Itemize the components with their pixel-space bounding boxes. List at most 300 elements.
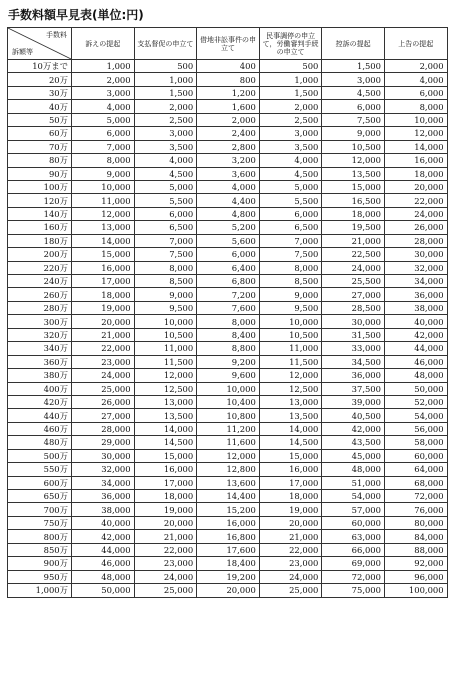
leasehold-fee-cell: 16,000 [197,516,260,529]
amount-cell: 280万 [8,301,72,314]
leasehold-fee-cell: 1,200 [197,86,260,99]
amount-cell: 480万 [8,436,72,449]
leasehold-fee-cell: 2,800 [197,140,260,153]
table-row [8,570,448,583]
table-row [8,543,448,556]
final-appeal-fee-cell: 38,000 [384,301,447,314]
leasehold-fee-cell: 7,600 [197,301,260,314]
lawsuit-fee-cell: 25,000 [72,382,135,395]
appeal-fee-cell: 66,000 [322,543,385,556]
final-appeal-fee-cell: 30,000 [384,248,447,261]
payment-demand-fee-cell: 5,000 [134,180,197,193]
payment-demand-fee-cell: 21,000 [134,530,197,543]
appeal-fee-cell: 4,500 [322,86,385,99]
corner-header-cell [8,28,72,60]
appeal-fee-cell: 54,000 [322,490,385,503]
table-row [8,60,448,73]
leasehold-fee-cell: 11,600 [197,436,260,449]
lawsuit-fee-cell: 26,000 [72,395,135,408]
lawsuit-fee-cell: 12,000 [72,207,135,220]
table-row [8,382,448,395]
final-appeal-fee-cell: 52,000 [384,395,447,408]
conciliation-fee-cell: 3,000 [259,127,322,140]
conciliation-fee-cell: 4,500 [259,167,322,180]
conciliation-fee-cell: 8,500 [259,275,322,288]
leasehold-fee-cell: 5,600 [197,234,260,247]
conciliation-fee-cell: 16,000 [259,463,322,476]
conciliation-fee-cell: 5,500 [259,194,322,207]
leasehold-fee-cell: 400 [197,60,260,73]
conciliation-fee-cell: 10,000 [259,315,322,328]
payment-demand-fee-cell: 7,500 [134,248,197,261]
payment-demand-fee-cell: 11,500 [134,355,197,368]
amount-cell: 20万 [8,73,72,86]
appeal-fee-cell: 19,500 [322,221,385,234]
payment-demand-fee-cell: 13,000 [134,395,197,408]
lawsuit-fee-cell: 36,000 [72,490,135,503]
table-row [8,73,448,86]
conciliation-fee-cell: 11,000 [259,342,322,355]
fee-table [7,27,448,598]
lawsuit-fee-cell: 13,000 [72,221,135,234]
leasehold-fee-cell: 11,200 [197,422,260,435]
final-appeal-fee-cell: 26,000 [384,221,447,234]
payment-demand-fee-cell: 4,000 [134,154,197,167]
conciliation-fee-cell: 10,500 [259,328,322,341]
appeal-fee-cell: 45,000 [322,449,385,462]
lawsuit-fee-cell: 32,000 [72,463,135,476]
table-row [8,315,448,328]
amount-cell: 200万 [8,248,72,261]
conciliation-fee-cell: 9,000 [259,288,322,301]
leasehold-fee-cell: 12,800 [197,463,260,476]
appeal-fee-cell: 30,000 [322,315,385,328]
amount-cell: 120万 [8,194,72,207]
table-row [8,490,448,503]
table-row [8,221,448,234]
payment-demand-fee-cell: 13,500 [134,409,197,422]
lawsuit-fee-cell: 18,000 [72,288,135,301]
appeal-fee-cell: 15,000 [322,180,385,193]
leasehold-fee-cell: 4,000 [197,180,260,193]
table-row [8,234,448,247]
table-row [8,167,448,180]
payment-demand-fee-cell: 25,000 [134,584,197,597]
payment-demand-fee-cell: 8,000 [134,261,197,274]
final-appeal-fee-cell: 2,000 [384,60,447,73]
conciliation-fee-cell: 2,500 [259,113,322,126]
amount-cell: 460万 [8,422,72,435]
appeal-fee-cell: 72,000 [322,570,385,583]
payment-demand-fee-cell: 14,000 [134,422,197,435]
table-row [8,557,448,570]
leasehold-fee-cell: 2,400 [197,127,260,140]
conciliation-fee-cell: 13,500 [259,409,322,422]
appeal-fee-cell: 22,500 [322,248,385,261]
conciliation-fee-cell: 14,000 [259,422,322,435]
table-row [8,342,448,355]
payment-demand-fee-cell: 6,500 [134,221,197,234]
payment-demand-fee-cell: 16,000 [134,463,197,476]
table-row [8,113,448,126]
appeal-fee-cell: 48,000 [322,463,385,476]
final-appeal-fee-cell: 42,000 [384,328,447,341]
final-appeal-fee-cell: 34,000 [384,275,447,288]
appeal-fee-cell: 21,000 [322,234,385,247]
conciliation-fee-cell: 24,000 [259,570,322,583]
amount-cell: 160万 [8,221,72,234]
leasehold-fee-cell: 15,200 [197,503,260,516]
table-row [8,140,448,153]
leasehold-fee-cell: 17,600 [197,543,260,556]
leasehold-fee-cell: 20,000 [197,584,260,597]
lawsuit-fee-cell: 30,000 [72,449,135,462]
amount-cell: 70万 [8,140,72,153]
lawsuit-fee-cell: 29,000 [72,436,135,449]
amount-cell: 700万 [8,503,72,516]
amount-cell: 1,000万 [8,584,72,597]
final-appeal-fee-cell: 54,000 [384,409,447,422]
lawsuit-fee-cell: 28,000 [72,422,135,435]
lawsuit-fee-cell: 11,000 [72,194,135,207]
table-row [8,503,448,516]
amount-cell: 400万 [8,382,72,395]
conciliation-fee-cell: 3,500 [259,140,322,153]
conciliation-fee-cell: 13,000 [259,395,322,408]
final-appeal-fee-cell: 76,000 [384,503,447,516]
appeal-fee-cell: 37,500 [322,382,385,395]
amount-cell: 500万 [8,449,72,462]
final-appeal-fee-cell: 64,000 [384,463,447,476]
final-appeal-fee-cell: 4,000 [384,73,447,86]
table-row [8,328,448,341]
payment-demand-fee-cell: 14,500 [134,436,197,449]
lawsuit-fee-cell: 38,000 [72,503,135,516]
table-row [8,463,448,476]
conciliation-fee-cell: 11,500 [259,355,322,368]
amount-cell: 420万 [8,395,72,408]
conciliation-fee-cell: 1,500 [259,86,322,99]
final-appeal-fee-cell: 96,000 [384,570,447,583]
conciliation-fee-cell: 8,000 [259,261,322,274]
payment-demand-fee-cell: 500 [134,60,197,73]
appeal-fee-cell: 1,500 [322,60,385,73]
appeal-fee-cell: 60,000 [322,516,385,529]
final-appeal-fee-cell: 84,000 [384,530,447,543]
lawsuit-fee-cell: 3,000 [72,86,135,99]
lawsuit-fee-cell: 10,000 [72,180,135,193]
table-row [8,449,448,462]
table-body [8,60,448,598]
final-appeal-fee-cell: 40,000 [384,315,447,328]
leasehold-fee-cell: 7,200 [197,288,260,301]
leasehold-fee-cell: 18,400 [197,557,260,570]
amount-cell: 320万 [8,328,72,341]
appeal-fee-cell: 31,500 [322,328,385,341]
leasehold-fee-cell: 1,600 [197,100,260,113]
payment-demand-fee-cell: 18,000 [134,490,197,503]
final-appeal-fee-cell: 44,000 [384,342,447,355]
leasehold-fee-cell: 6,800 [197,275,260,288]
final-appeal-fee-cell: 60,000 [384,449,447,462]
lawsuit-fee-cell: 20,000 [72,315,135,328]
payment-demand-fee-cell: 12,500 [134,382,197,395]
lawsuit-fee-cell: 24,000 [72,369,135,382]
conciliation-fee-cell: 23,000 [259,557,322,570]
leasehold-fee-cell: 3,200 [197,154,260,167]
conciliation-fee-cell: 22,000 [259,543,322,556]
final-appeal-fee-cell: 18,000 [384,167,447,180]
table-row [8,100,448,113]
appeal-fee-cell: 75,000 [322,584,385,597]
lawsuit-fee-cell: 40,000 [72,516,135,529]
lawsuit-fee-cell: 42,000 [72,530,135,543]
final-appeal-fee-cell: 6,000 [384,86,447,99]
lawsuit-fee-cell: 17,000 [72,275,135,288]
amount-cell: 30万 [8,86,72,99]
leasehold-fee-cell: 8,400 [197,328,260,341]
leasehold-fee-cell: 4,800 [197,207,260,220]
lawsuit-fee-cell: 23,000 [72,355,135,368]
final-appeal-fee-cell: 24,000 [384,207,447,220]
lawsuit-fee-cell: 19,000 [72,301,135,314]
final-appeal-fee-cell: 46,000 [384,355,447,368]
conciliation-fee-cell: 12,000 [259,369,322,382]
appeal-fee-cell: 7,500 [322,113,385,126]
amount-cell: 900万 [8,557,72,570]
appeal-fee-cell: 69,000 [322,557,385,570]
column-header-final-appeal: 上告の提起 [384,28,447,60]
table-row [8,409,448,422]
payment-demand-fee-cell: 8,500 [134,275,197,288]
payment-demand-fee-cell: 2,000 [134,100,197,113]
conciliation-fee-cell: 9,500 [259,301,322,314]
table-row [8,516,448,529]
final-appeal-fee-cell: 100,000 [384,584,447,597]
amount-cell: 240万 [8,275,72,288]
final-appeal-fee-cell: 14,000 [384,140,447,153]
conciliation-fee-cell: 5,000 [259,180,322,193]
amount-cell: 950万 [8,570,72,583]
final-appeal-fee-cell: 56,000 [384,422,447,435]
table-row [8,248,448,261]
table-row [8,301,448,314]
final-appeal-fee-cell: 80,000 [384,516,447,529]
lawsuit-fee-cell: 6,000 [72,127,135,140]
payment-demand-fee-cell: 10,000 [134,315,197,328]
appeal-fee-cell: 36,000 [322,369,385,382]
amount-cell: 650万 [8,490,72,503]
amount-cell: 220万 [8,261,72,274]
final-appeal-fee-cell: 16,000 [384,154,447,167]
amount-cell: 50万 [8,113,72,126]
appeal-fee-cell: 28,500 [322,301,385,314]
amount-cell: 600万 [8,476,72,489]
appeal-fee-cell: 18,000 [322,207,385,220]
payment-demand-fee-cell: 17,000 [134,476,197,489]
appeal-fee-cell: 25,500 [322,275,385,288]
leasehold-fee-cell: 2,000 [197,113,260,126]
appeal-fee-cell: 40,500 [322,409,385,422]
leasehold-fee-cell: 6,400 [197,261,260,274]
corner-label-amount: 訴額等 [12,48,33,56]
conciliation-fee-cell: 14,500 [259,436,322,449]
leasehold-fee-cell: 19,200 [197,570,260,583]
payment-demand-fee-cell: 22,000 [134,543,197,556]
table-row [8,288,448,301]
conciliation-fee-cell: 25,000 [259,584,322,597]
column-header-lawsuit: 訴えの提起 [72,28,135,60]
final-appeal-fee-cell: 72,000 [384,490,447,503]
table-row [8,86,448,99]
amount-cell: 550万 [8,463,72,476]
conciliation-fee-cell: 18,000 [259,490,322,503]
conciliation-fee-cell: 17,000 [259,476,322,489]
leasehold-fee-cell: 10,800 [197,409,260,422]
appeal-fee-cell: 12,000 [322,154,385,167]
leasehold-fee-cell: 9,600 [197,369,260,382]
table-row [8,436,448,449]
appeal-fee-cell: 3,000 [322,73,385,86]
leasehold-fee-cell: 8,800 [197,342,260,355]
lawsuit-fee-cell: 27,000 [72,409,135,422]
lawsuit-fee-cell: 8,000 [72,154,135,167]
conciliation-fee-cell: 19,000 [259,503,322,516]
final-appeal-fee-cell: 58,000 [384,436,447,449]
appeal-fee-cell: 24,000 [322,261,385,274]
amount-cell: 800万 [8,530,72,543]
column-header-leasehold: 借地非訟事件の申立て [197,28,260,60]
conciliation-fee-cell: 15,000 [259,449,322,462]
final-appeal-fee-cell: 68,000 [384,476,447,489]
lawsuit-fee-cell: 15,000 [72,248,135,261]
payment-demand-fee-cell: 11,000 [134,342,197,355]
table-row [8,530,448,543]
amount-cell: 300万 [8,315,72,328]
payment-demand-fee-cell: 20,000 [134,516,197,529]
payment-demand-fee-cell: 15,000 [134,449,197,462]
amount-cell: 340万 [8,342,72,355]
payment-demand-fee-cell: 4,500 [134,167,197,180]
payment-demand-fee-cell: 10,500 [134,328,197,341]
table-row [8,180,448,193]
appeal-fee-cell: 43,500 [322,436,385,449]
payment-demand-fee-cell: 5,500 [134,194,197,207]
conciliation-fee-cell: 21,000 [259,530,322,543]
conciliation-fee-cell: 500 [259,60,322,73]
column-header-conciliation: 民事調停の申立て，労働審判手続の申立て [259,28,322,60]
final-appeal-fee-cell: 36,000 [384,288,447,301]
conciliation-fee-cell: 1,000 [259,73,322,86]
table-row [8,261,448,274]
lawsuit-fee-cell: 2,000 [72,73,135,86]
corner-label-fee: 手数料 [46,31,67,39]
amount-cell: 10万まで [8,60,72,73]
page-title: 手数料額早見表(単位:円) [8,8,144,22]
appeal-fee-cell: 39,000 [322,395,385,408]
table-row [8,355,448,368]
final-appeal-fee-cell: 50,000 [384,382,447,395]
amount-cell: 440万 [8,409,72,422]
lawsuit-fee-cell: 22,000 [72,342,135,355]
final-appeal-fee-cell: 92,000 [384,557,447,570]
amount-cell: 850万 [8,543,72,556]
appeal-fee-cell: 33,000 [322,342,385,355]
final-appeal-fee-cell: 48,000 [384,369,447,382]
table-row [8,127,448,140]
lawsuit-fee-cell: 48,000 [72,570,135,583]
amount-cell: 140万 [8,207,72,220]
appeal-fee-cell: 10,500 [322,140,385,153]
conciliation-fee-cell: 7,500 [259,248,322,261]
amount-cell: 80万 [8,154,72,167]
appeal-fee-cell: 63,000 [322,530,385,543]
leasehold-fee-cell: 14,400 [197,490,260,503]
leasehold-fee-cell: 8,000 [197,315,260,328]
lawsuit-fee-cell: 50,000 [72,584,135,597]
appeal-fee-cell: 13,500 [322,167,385,180]
leasehold-fee-cell: 6,000 [197,248,260,261]
lawsuit-fee-cell: 21,000 [72,328,135,341]
appeal-fee-cell: 42,000 [322,422,385,435]
table-row [8,194,448,207]
table-row [8,476,448,489]
amount-cell: 40万 [8,100,72,113]
table-row [8,275,448,288]
leasehold-fee-cell: 10,400 [197,395,260,408]
lawsuit-fee-cell: 44,000 [72,543,135,556]
final-appeal-fee-cell: 32,000 [384,261,447,274]
final-appeal-fee-cell: 22,000 [384,194,447,207]
column-header-appeal: 控訴の提起 [322,28,385,60]
payment-demand-fee-cell: 3,500 [134,140,197,153]
amount-cell: 260万 [8,288,72,301]
amount-cell: 360万 [8,355,72,368]
payment-demand-fee-cell: 7,000 [134,234,197,247]
payment-demand-fee-cell: 24,000 [134,570,197,583]
payment-demand-fee-cell: 1,500 [134,86,197,99]
table-row [8,422,448,435]
table-row [8,154,448,167]
final-appeal-fee-cell: 88,000 [384,543,447,556]
final-appeal-fee-cell: 12,000 [384,127,447,140]
amount-cell: 380万 [8,369,72,382]
payment-demand-fee-cell: 23,000 [134,557,197,570]
table-row [8,207,448,220]
payment-demand-fee-cell: 2,500 [134,113,197,126]
lawsuit-fee-cell: 34,000 [72,476,135,489]
amount-cell: 100万 [8,180,72,193]
final-appeal-fee-cell: 8,000 [384,100,447,113]
final-appeal-fee-cell: 20,000 [384,180,447,193]
lawsuit-fee-cell: 14,000 [72,234,135,247]
leasehold-fee-cell: 10,000 [197,382,260,395]
lawsuit-fee-cell: 5,000 [72,113,135,126]
appeal-fee-cell: 34,500 [322,355,385,368]
lawsuit-fee-cell: 9,000 [72,167,135,180]
header-row [8,28,448,60]
lawsuit-fee-cell: 46,000 [72,557,135,570]
lawsuit-fee-cell: 4,000 [72,100,135,113]
conciliation-fee-cell: 20,000 [259,516,322,529]
column-header-payment-demand: 支払督促の申立て [134,28,197,60]
final-appeal-fee-cell: 28,000 [384,234,447,247]
appeal-fee-cell: 6,000 [322,100,385,113]
amount-cell: 90万 [8,167,72,180]
payment-demand-fee-cell: 3,000 [134,127,197,140]
appeal-fee-cell: 51,000 [322,476,385,489]
conciliation-fee-cell: 7,000 [259,234,322,247]
